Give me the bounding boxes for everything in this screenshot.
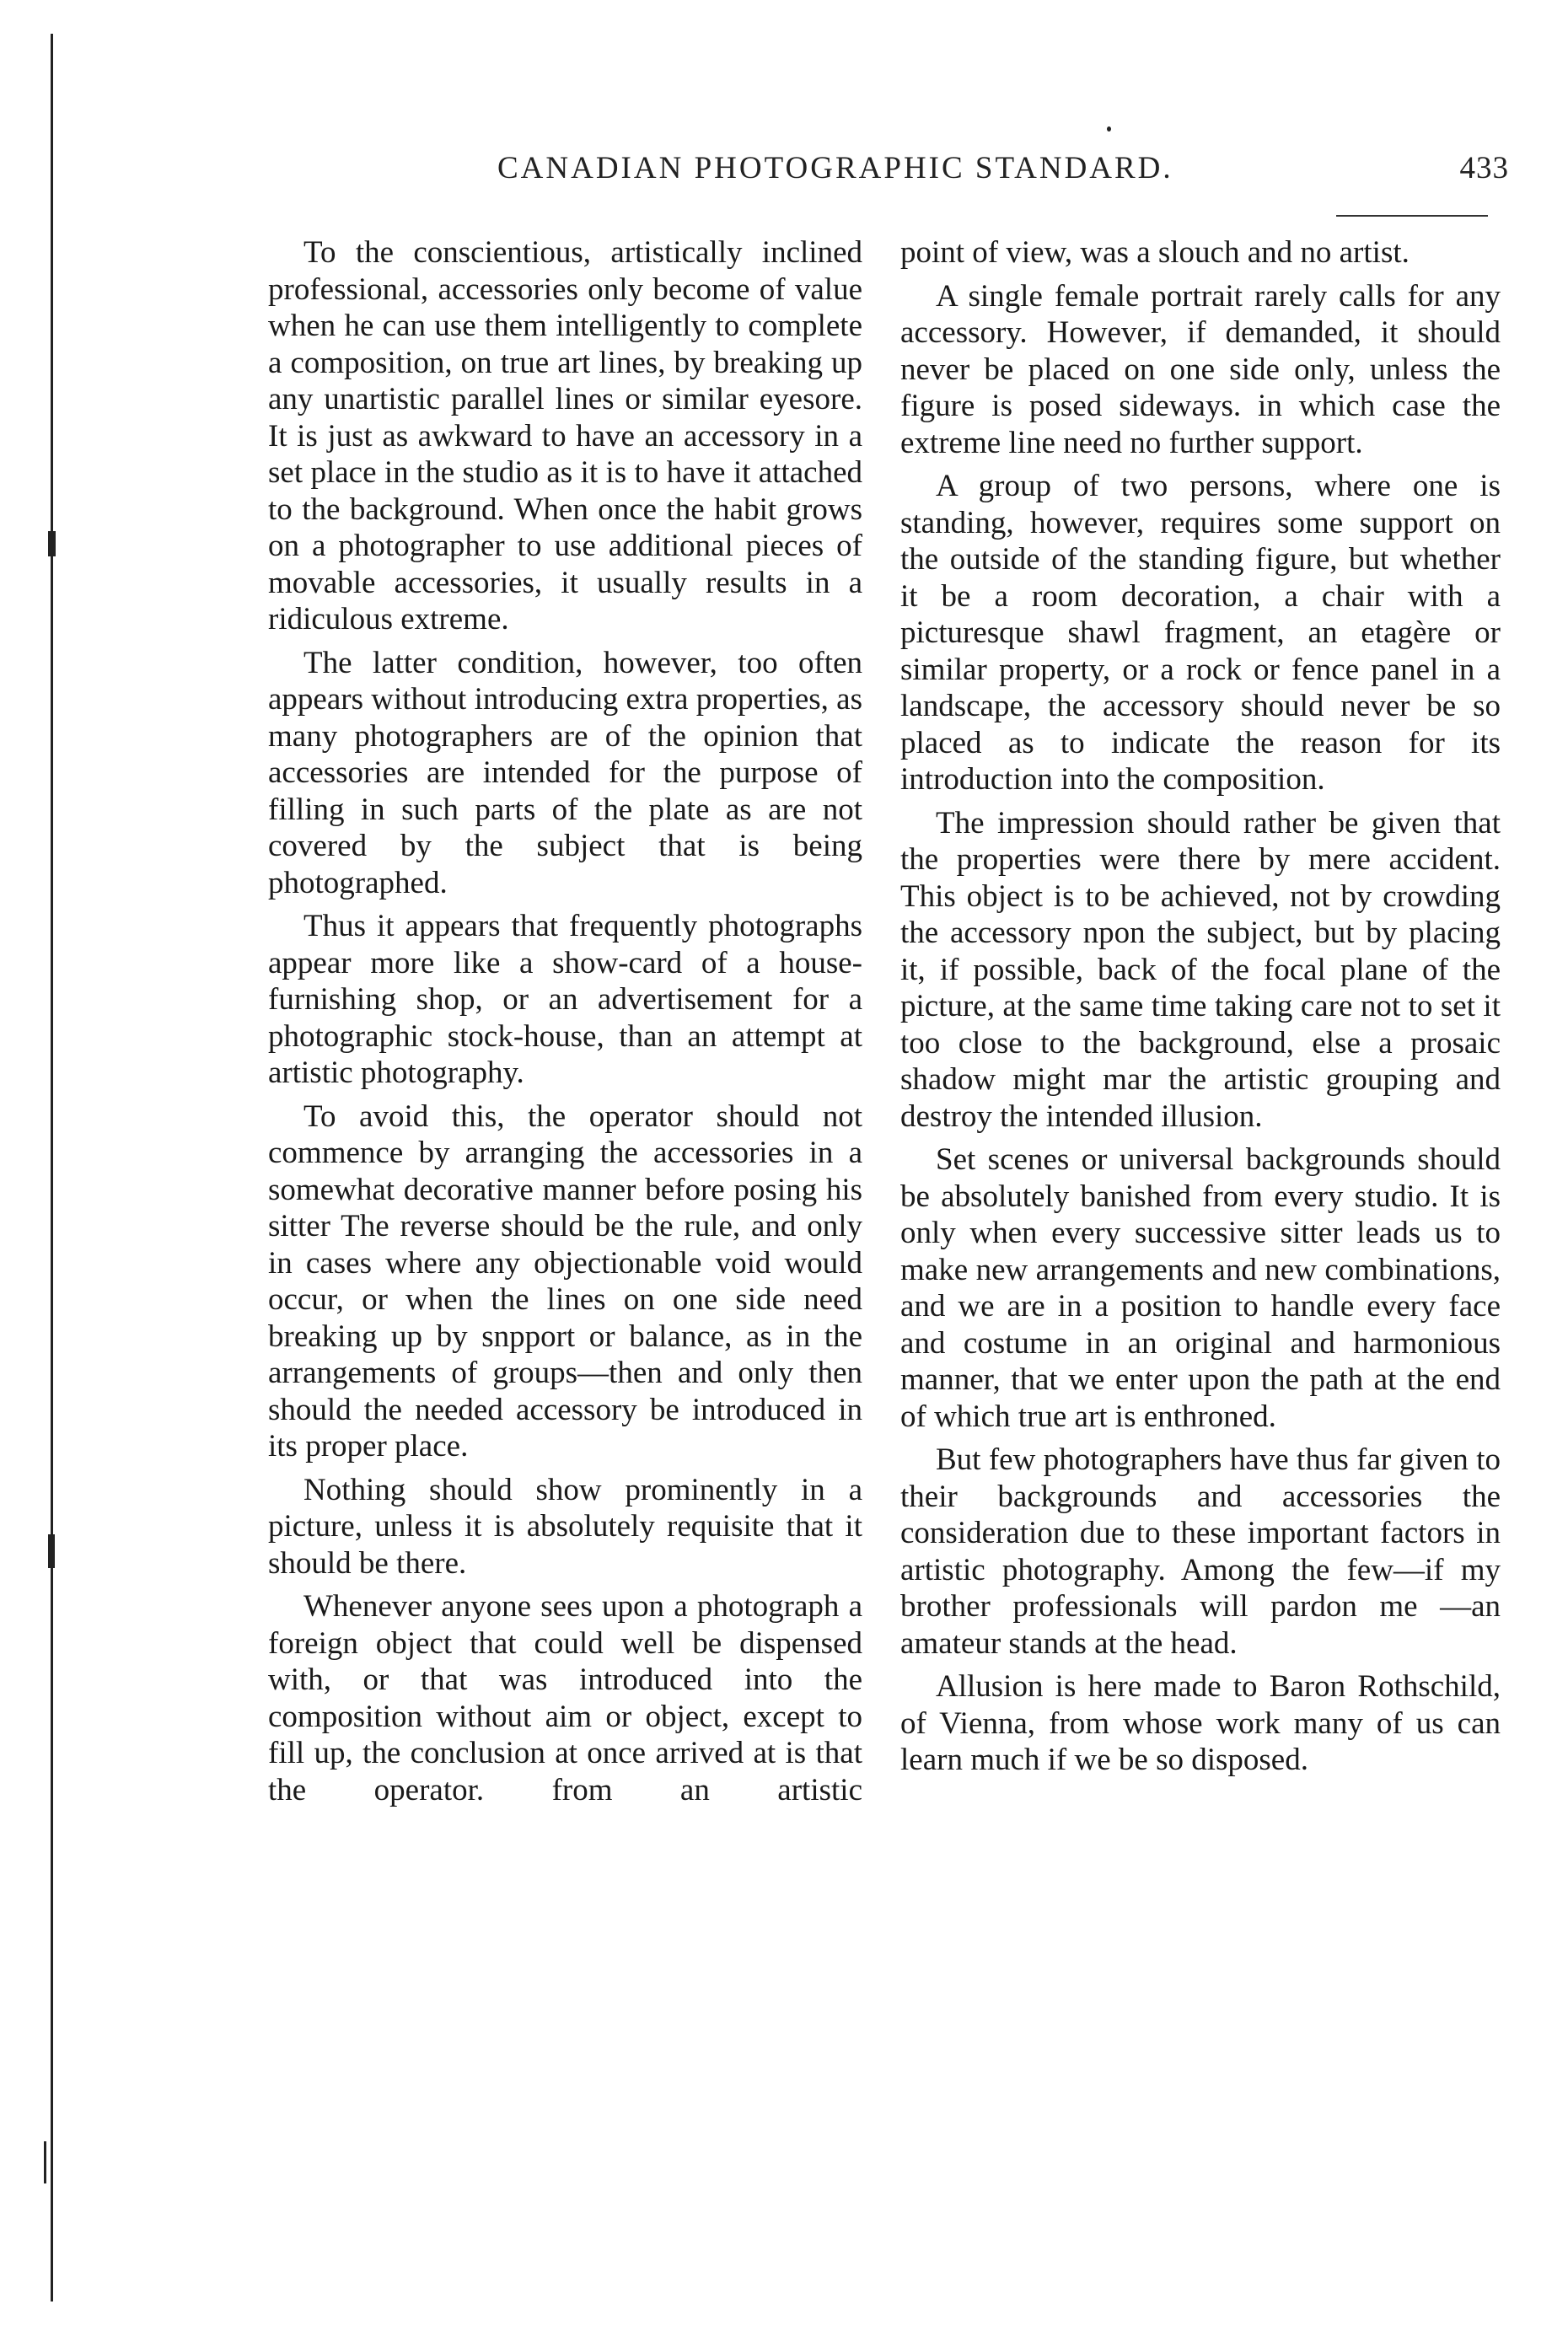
paragraph: point of view, was a slouch and no artist. bbox=[900, 235, 1410, 270]
paragraph: Set scenes or universal backgrounds should be absolutely banished from every studio. It is only when every successive sitter leads us to make new arrangements and new combinations, and we are in a position to handle every face and costume in an original and harmonious manner, that we enter upon the path at the end of which true art is enthroned. bbox=[900, 1142, 1501, 1434]
paragraph: Whenever anyone sees upon a photograph a foreign object that could well be dispensed with, or that was introduced into the composition without aim or object, except to fill up, the conclusion at once arrived at is that the operator. from an artistic bbox=[268, 1589, 862, 1807]
paragraph: To the conscientious, artistically inclined professional, accessories only become of value when he can use them intelligently to complete a composition, on true art lines, by breaking up any unartistic parallel lines or similar eyesore. It is just as awkward to have an accessory in a set place in the studio as it is to have it attached to the background. When once the habit grows on a photographer to use additional pieces of movable accessories, it usually results in a ridiculous extreme. bbox=[268, 235, 862, 636]
paragraph: A single female portrait rarely calls for any accessory. However, if demanded, it should never be placed on one side only, unless the figure is posed sideways. in which case the extreme line need no further support. bbox=[900, 278, 1501, 460]
paragraph: Nothing should show prominently in a picture, unless it is absolutely requisite that it should be there. bbox=[268, 1472, 862, 1581]
binding-mark bbox=[48, 531, 56, 556]
right-column bbox=[900, 234, 1501, 1786]
binding-mark bbox=[48, 1534, 55, 1568]
page-number: 433 bbox=[1459, 151, 1509, 185]
paragraph: Allusion is here made to Baron Rothschild, of Vienna, from whose work many of us can learn much if we be so disposed. bbox=[900, 1669, 1501, 1777]
paragraph: The latter condition, however, too often appears without introducing extra properties, as many photographers are of the opinion that accessories are intended for the purpose of filling in such parts of the plate as are not covered by the subject that is being photographed. bbox=[268, 645, 862, 900]
binding-mark bbox=[44, 2141, 46, 2183]
header-rule bbox=[1336, 215, 1488, 217]
header-title: CANADIAN PHOTOGRAPHIC STANDARD. bbox=[497, 151, 1173, 185]
running-header bbox=[497, 150, 1509, 192]
paragraph: The impression should rather be given that the properties were there by mere accident. This object is to be achieved, not by crowding the accessory npon the subject, but by placing it, if possible, back of the focal plane of the picture, at the same time taking care not to set it too close to the background, else a prosaic shadow might mar the artistic grouping and destroy the intended illusion. bbox=[900, 805, 1501, 1134]
left-column bbox=[268, 234, 862, 1815]
paragraph: To avoid this, the operator should not commence by arranging the accessories in a somewhat decorative manner before posing his sitter The reverse should be the rule, and only in cases where any objectionable void would occur, or when the lines on one side need breaking up by snpport or balance, as in the arrangements of groups—then and only then should the needed accessory be introduced in its proper place. bbox=[268, 1098, 862, 1464]
paragraph: Thus it appears that frequently photographs appear more like a show-card of a house-furnishing shop, or an advertisement for a photographic stock-house, than an attempt at artistic photography. bbox=[268, 909, 862, 1090]
binding-edge-line bbox=[51, 34, 53, 2301]
paragraph: But few photographers have thus far given to their backgrounds and accessories the consideration due to these important factors in artistic photography. Among the few—if my brother professionals will pardon me —an amateur stands at the head. bbox=[900, 1442, 1501, 1661]
ink-speck bbox=[1107, 126, 1111, 132]
paragraph: A group of two persons, where one is standing, however, requires some support on the outside of the standing figure, but whether it be a room decoration, a chair with a picturesque shawl fragment, an etagère or similar property, or a rock or fence panel in a landscape, the accessory should never be so placed as to indicate the reason for its introduction into the composition. bbox=[900, 469, 1501, 797]
